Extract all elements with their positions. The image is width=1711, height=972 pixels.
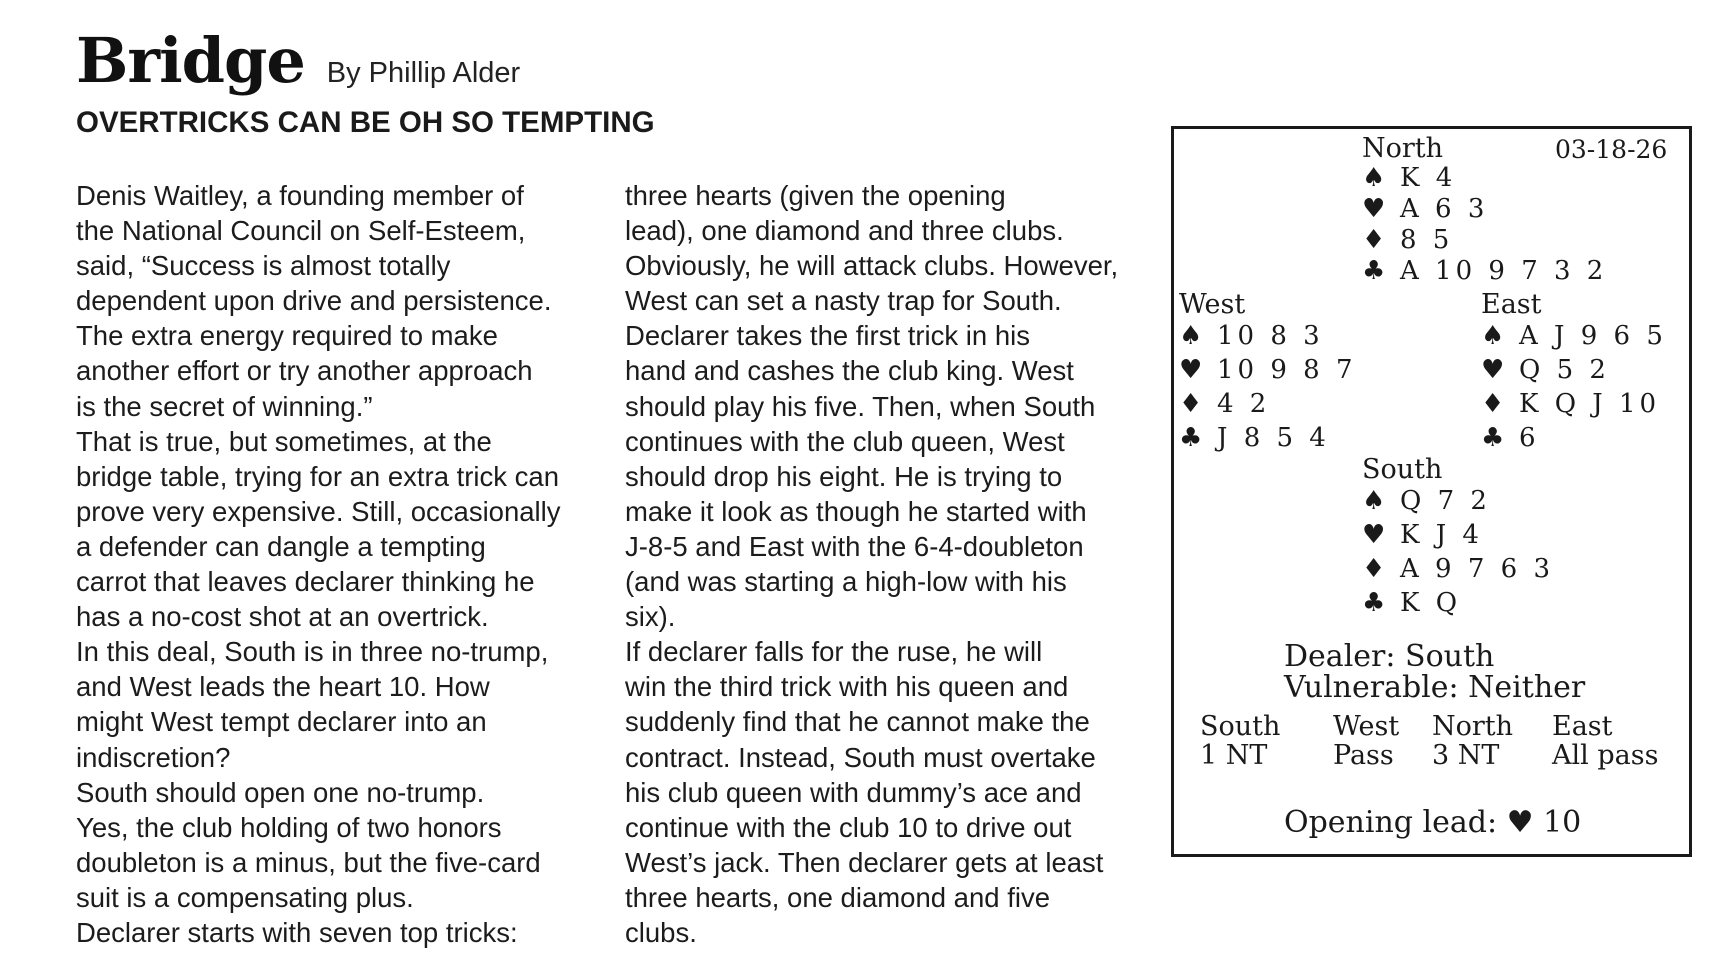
opening-lead-card: 10 [1543, 805, 1582, 840]
article-line: carrot that leaves declarer thinking he [76, 566, 535, 598]
east-clubs [1481, 423, 1540, 453]
heart-icon: ♥ [1362, 194, 1386, 224]
heart-icon: ♥ [1362, 520, 1386, 550]
west-clubs [1179, 423, 1330, 453]
north-label: North [1362, 133, 1444, 164]
vulnerability: Vulnerable: Neither [1284, 670, 1586, 705]
article-line: is the secret of winning.” [76, 390, 373, 422]
article-line: The extra energy required to make [76, 320, 498, 352]
south-clubs [1362, 588, 1461, 618]
column-title: Bridge [76, 24, 305, 97]
article-line: a defender can dangle a tempting [76, 530, 486, 562]
article-line: bridge table, trying for an extra trick can [76, 460, 560, 492]
auction-seat: East [1552, 711, 1613, 742]
article-line: the National Council on Self-Esteem, [76, 215, 526, 247]
article-line: hand and cashes the club king. West [625, 355, 1074, 387]
article-line: contract. Instead, South must overtake [625, 741, 1096, 773]
article-line: might West tempt declarer into an [76, 706, 487, 738]
article-line: Yes, the club holding of two honors [76, 811, 502, 843]
article-line: three hearts (given the opening [625, 180, 1006, 211]
club-icon: ♣ [1179, 423, 1203, 453]
article-line: If declarer falls for the ruse, he will [625, 636, 1043, 668]
article-line: his club queen with dummy’s ace and [625, 776, 1082, 808]
auction-seat: West [1333, 711, 1400, 742]
article-line: clubs. [625, 916, 697, 948]
article-line: and West leads the heart 10. How [76, 671, 490, 703]
article-line: another effort or try another approach [76, 355, 533, 387]
diamond-icon: ♦ [1179, 389, 1203, 419]
auction-south [1200, 712, 1280, 770]
opening-lead-label: Opening lead: [1284, 805, 1498, 840]
club-icon: ♣ [1362, 256, 1386, 286]
holding-cards: K J 4 [1400, 520, 1483, 550]
holding-cards: K Q [1400, 588, 1462, 618]
article-line: J-8-5 and East with the 6-4-doubleton [625, 530, 1084, 562]
dealer: Dealer: South [1284, 639, 1495, 674]
article-line: six). [625, 601, 676, 633]
diamond-icon: ♦ [1481, 389, 1505, 419]
club-icon: ♣ [1481, 423, 1505, 453]
masthead [76, 24, 520, 97]
article-line: continue with the club 10 to drive out [625, 811, 1072, 843]
holding-cards: K Q J 10 [1519, 389, 1661, 419]
west-spades [1179, 321, 1324, 351]
article-line: Declarer starts with seven top tricks: [76, 916, 518, 948]
deal-date: 03-18-26 [1555, 135, 1668, 164]
article-line: make it look as though he started with [625, 495, 1087, 527]
auction-west [1333, 712, 1399, 770]
article-line: has a no-cost shot at an overtrick. [76, 601, 489, 633]
heart-icon: ♥ [1506, 805, 1534, 840]
article-line: prove very expensive. Still, occasionally [76, 495, 561, 527]
article-line: suddenly find that he cannot make the [625, 706, 1090, 738]
headline: OVERTRICKS CAN BE OH SO TEMPTING [76, 106, 655, 139]
byline: By Phillip Alder [326, 57, 521, 89]
west-diamonds [1179, 389, 1270, 419]
article-line: indiscretion? [76, 741, 231, 773]
article-line: South should open one no-trump. [76, 776, 485, 808]
heart-icon: ♥ [1179, 355, 1203, 385]
article-line: doubleton is a minus, but the five-card [76, 846, 541, 878]
article-line: That is true, but sometimes, at the [76, 425, 492, 457]
auction-call: 3 NT [1432, 740, 1500, 771]
article-line: dependent upon drive and persistence. [76, 285, 552, 317]
article-line: should drop his eight. He is trying to [625, 460, 1063, 492]
article-column-2 [625, 178, 1165, 950]
holding-cards: 10 8 3 [1217, 321, 1324, 351]
south-hearts [1362, 520, 1483, 550]
article-column-1 [76, 178, 616, 950]
article-line: three hearts, one diamond and five [625, 881, 1051, 913]
spade-icon: ♠ [1179, 321, 1203, 351]
opening-lead [1284, 805, 1581, 840]
east-hearts [1481, 355, 1610, 385]
holding-cards: 6 [1519, 423, 1540, 453]
spade-icon: ♠ [1481, 321, 1505, 351]
article-line: win the third trick with his queen and [625, 671, 1069, 703]
article-line: (and was starting a high-low with his [625, 566, 1067, 598]
holding-cards: Q 7 2 [1400, 486, 1491, 516]
east-label: East [1481, 289, 1542, 320]
holding-cards: A 6 3 [1400, 194, 1489, 224]
article-line: Declarer takes the first trick in his [625, 320, 1030, 352]
south-spades [1362, 486, 1491, 516]
east-spades [1481, 321, 1667, 351]
holding-cards: 8 5 [1400, 225, 1454, 255]
article-line: In this deal, South is in three no-trump, [76, 636, 549, 668]
holding-cards: K 4 [1400, 163, 1457, 193]
auction-north [1432, 712, 1513, 770]
article-line: Obviously, he will attack clubs. However, [625, 250, 1119, 282]
article-line: West can set a nasty trap for South. [625, 285, 1062, 317]
auction-call: 1 NT [1200, 740, 1268, 771]
north-clubs [1362, 256, 1607, 286]
diamond-icon: ♦ [1362, 225, 1386, 255]
auction-seat: North [1432, 711, 1514, 742]
holding-cards: 4 2 [1217, 389, 1271, 419]
holding-cards: Q 5 2 [1519, 355, 1610, 385]
article-line: should play his five. Then, when South [625, 390, 1096, 422]
diamond-icon: ♦ [1362, 554, 1386, 584]
north-diamonds [1362, 225, 1453, 255]
holding-cards: A J 9 6 5 [1519, 321, 1667, 351]
auction-east [1552, 712, 1658, 770]
holding-cards: A 10 9 7 3 2 [1400, 256, 1608, 286]
club-icon: ♣ [1362, 588, 1386, 618]
article-line: lead), one diamond and three clubs. [625, 215, 1064, 247]
south-diamonds [1362, 554, 1554, 584]
article-line: West’s jack. Then declarer gets at least [625, 846, 1104, 878]
article-line: continues with the club queen, West [625, 425, 1065, 457]
article-line: suit is a compensating plus. [76, 881, 414, 913]
spade-icon: ♠ [1362, 163, 1386, 193]
north-spades [1362, 163, 1456, 193]
auction-call: All pass [1552, 740, 1659, 771]
article-line: said, “Success is almost totally [76, 250, 451, 282]
east-diamonds [1481, 389, 1660, 419]
spade-icon: ♠ [1362, 486, 1386, 516]
holding-cards: J 8 5 4 [1217, 423, 1330, 453]
auction-seat: South [1200, 711, 1281, 742]
west-label: West [1179, 289, 1246, 320]
auction-call: Pass [1333, 740, 1394, 771]
holding-cards: 10 9 8 7 [1217, 355, 1357, 385]
heart-icon: ♥ [1481, 355, 1505, 385]
west-hearts [1179, 355, 1357, 385]
article-line: Denis Waitley, a founding member of [76, 180, 524, 211]
bridge-deal-diagram [1171, 126, 1692, 857]
holding-cards: A 9 7 6 3 [1400, 554, 1555, 584]
south-label: South [1362, 454, 1443, 485]
north-hearts [1362, 194, 1488, 224]
